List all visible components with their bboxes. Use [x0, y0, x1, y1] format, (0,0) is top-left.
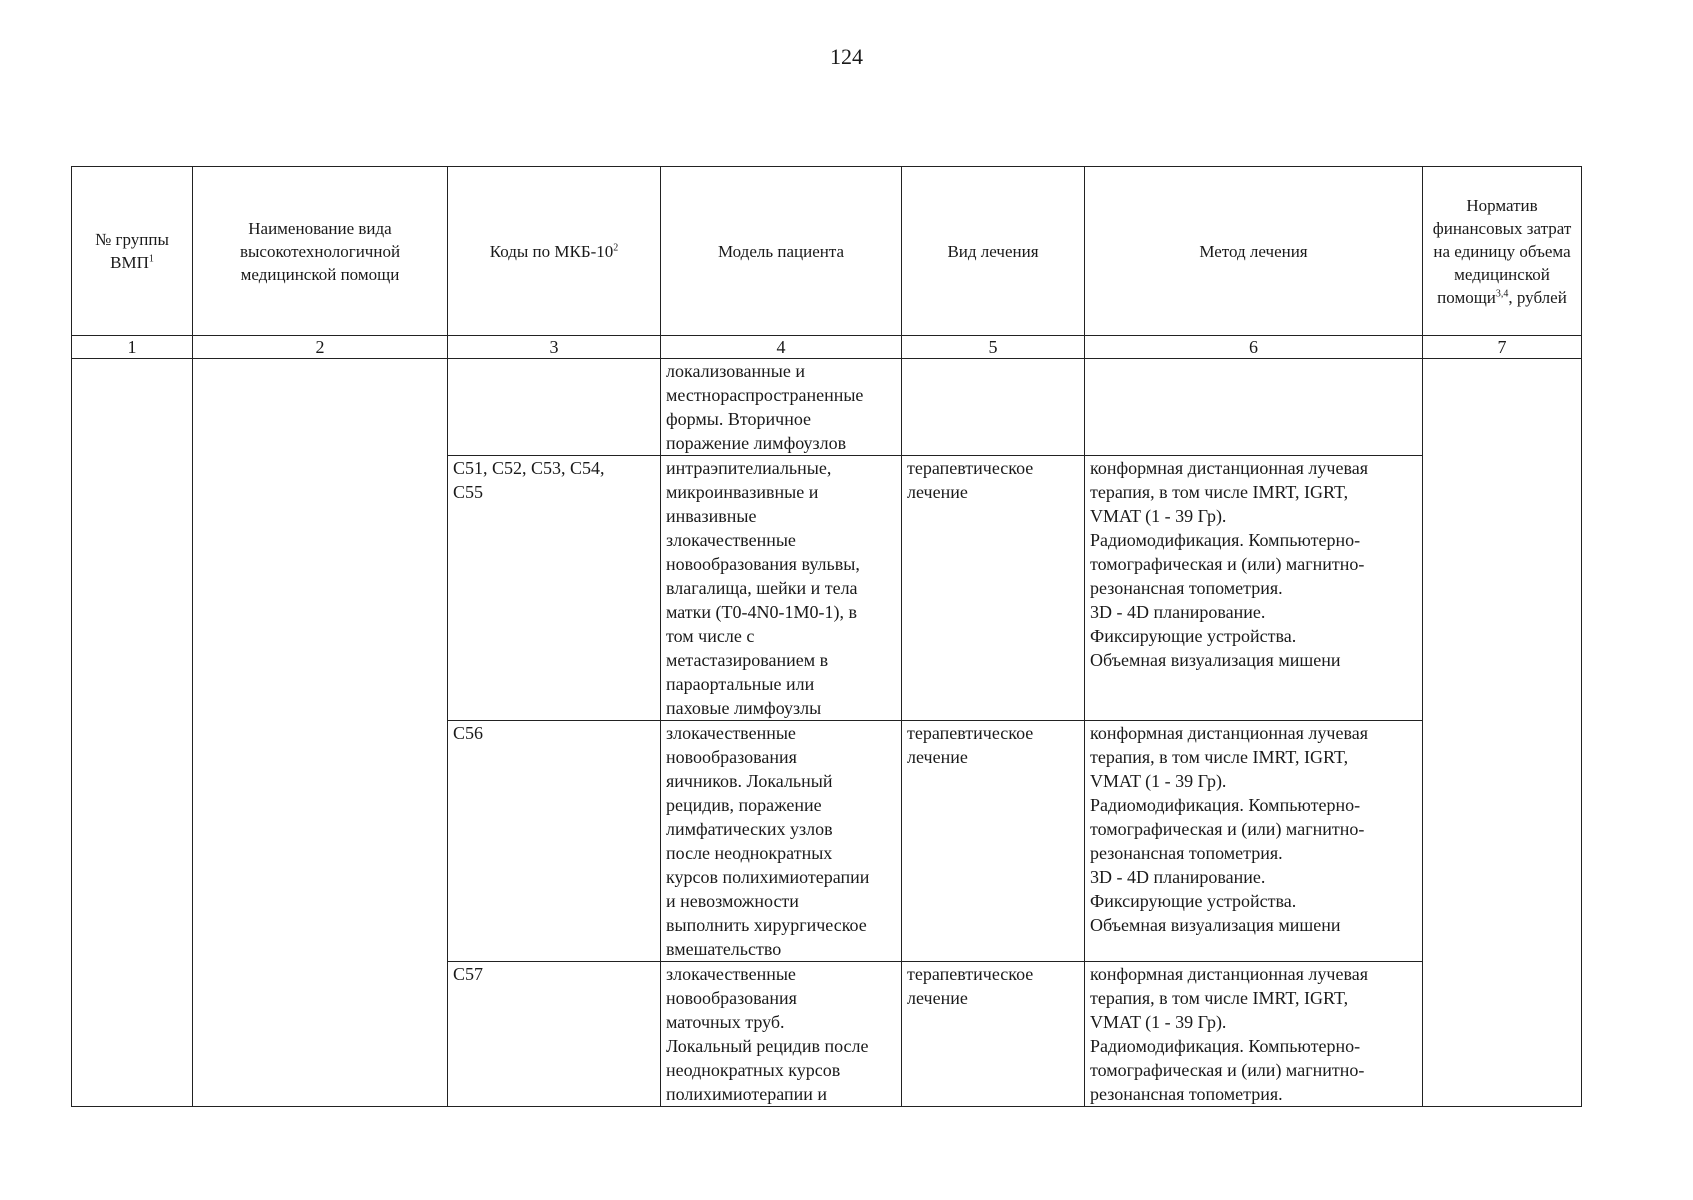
header-row [72, 167, 1582, 336]
column-number: 1 [72, 336, 193, 359]
column-number: 2 [193, 336, 448, 359]
patient-model-cell: интраэпителиальные, микроинвазивные и инвазивные злокачественные новообразования вульвы, влагалища, шейки и тела матки (T0-4N0-1M0-1), в том числе с метастазированием в параортальные или паховые лимфоузлы [661, 456, 902, 721]
patient-model-cell: злокачественные новообразования яичников. Локальный рецидив, поражение лимфатических узлов после неоднократных курсов полихимиотерапии и невозможности выполнить хирургическое вмешательство [661, 721, 902, 962]
header-cost-standard: Норматив финансовых затрат на единицу объема медицинской помощи$^{3,4}$, рублей [1423, 167, 1582, 336]
header-treatment-type: Вид лечения [902, 167, 1085, 336]
icd-codes-cell: C57 [448, 962, 661, 1107]
treatment-type-cell [902, 359, 1085, 456]
page-number: 124 [830, 44, 863, 69]
patient-model-cell: локализованные и местнораспространенные формы. Вторичное поражение лимфоузлов [661, 359, 902, 456]
treatment-method-cell [1085, 359, 1423, 456]
cost-standard-cell [1423, 359, 1582, 1107]
icd-codes-cell: C51, C52, C53, C54, C55 [448, 456, 661, 721]
column-number: 7 [1423, 336, 1582, 359]
header-icd-codes: Коды по МКБ-$10^2$ [448, 167, 661, 336]
header-group-number: № группы ВМП$^1$ [72, 167, 193, 336]
treatment-method-cell: конформная дистанционная лучевая терапия, в том числе IMRT, IGRT, VMAT (1 - 39 Гр). Радиомодификация. Компьютерно- томографическая и (или) магнитно- резонансная топометрия. 3D - 4D планирование. Фиксирующие устройства. Объемная визуализация мишени [1085, 456, 1423, 721]
header-patient-model: Модель пациента [661, 167, 902, 336]
patient-model-cell: злокачественные новообразования маточных труб. Локальный рецидив после неоднократных курсов полихимиотерапии и [661, 962, 902, 1107]
vmp-table [71, 166, 1582, 1107]
header-vmp-name: Наименование вида высокотехнологичной медицинской помощи [193, 167, 448, 336]
column-number-row [72, 336, 1582, 359]
header-treatment-method: Метод лечения [1085, 167, 1423, 336]
column-number: 6 [1085, 336, 1423, 359]
treatment-type-cell: терапевтическое лечение [902, 721, 1085, 962]
icd-codes-cell: C56 [448, 721, 661, 962]
column-number: 4 [661, 336, 902, 359]
table-row [72, 359, 1582, 456]
vmp-name-cell [193, 359, 448, 1107]
treatment-method-cell: конформная дистанционная лучевая терапия, в том числе IMRT, IGRT, VMAT (1 - 39 Гр). Радиомодификация. Компьютерно- томографическая и (или) магнитно- резонансная топометрия. 3D - 4D планирование. Фиксирующие устройства. Объемная визуализация мишени [1085, 721, 1423, 962]
treatment-type-cell: терапевтическое лечение [902, 456, 1085, 721]
group-number-cell [72, 359, 193, 1107]
column-number: 3 [448, 336, 661, 359]
icd-codes-cell [448, 359, 661, 456]
column-number: 5 [902, 336, 1085, 359]
treatment-method-cell: конформная дистанционная лучевая терапия, в том числе IMRT, IGRT, VMAT (1 - 39 Гр). Радиомодификация. Компьютерно- томографическая и (или) магнитно- резонансная топометрия. [1085, 962, 1423, 1107]
treatment-type-cell: терапевтическое лечение [902, 962, 1085, 1107]
